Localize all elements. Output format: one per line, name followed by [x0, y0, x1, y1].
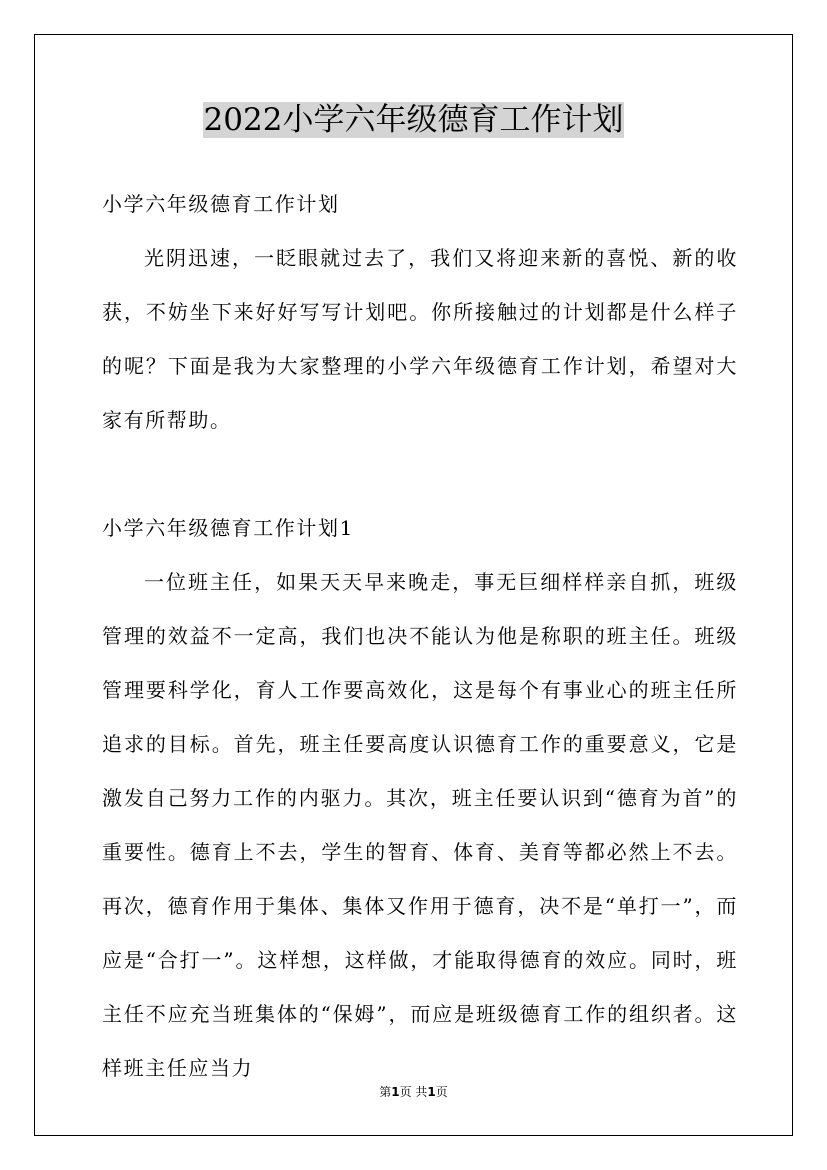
- page-footer: [0, 1083, 827, 1100]
- document-title-text: 2022小学六年级德育工作计划: [203, 102, 624, 138]
- footer-page-current: 1: [391, 1085, 400, 1099]
- document-title: [0, 100, 827, 140]
- intro-paragraph: 光阴迅速，一眨眼就过去了，我们又将迎来新的喜悦、新的收获，不妨坐下来好好写写计划吧。你所接触过的计划都是什么样子的呢？下面是我为大家整理的小学六年级德育工作计划，希望对大家有所帮助。: [102, 246, 738, 432]
- footer-page-total: 1: [427, 1085, 436, 1099]
- section-heading-1: 小学六年级德育工作计划1: [102, 516, 354, 540]
- footer-page-mid: 页 共: [399, 1085, 428, 1099]
- paragraph-spacer: [102, 447, 738, 501]
- document-body: [102, 177, 738, 1095]
- footer-page-suffix: 页: [435, 1085, 448, 1099]
- section-1-paragraph: 一位班主任，如果天天早来晚走，事无巨细样样亲自抓，班级管理的效益不一定高，我们也决不能认为他是称职的班主任。班级管理要科学化，育人工作要高效化，这是每个有事业心的班主任所追求的目标。首先，班主任要高度认识德育工作的重要意义，它是激发自己努力工作的内驱力。其次，班主任要认识到“德育为首”的重要性。德育上不去，学生的智育、体育、美育等都必然上不去。再次，德育作用于集体、集体又作用于德育，决不是“单打一”，而应是“合打一”。这样想，这样做，才能取得德育的效应。同时，班主任不应充当班集体的“保姆”，而应是班级德育工作的组织者。这样班主任应当力: [102, 570, 738, 1080]
- footer-page-prefix: 第: [379, 1085, 392, 1099]
- document-subtitle: 小学六年级德育工作计划: [102, 192, 340, 216]
